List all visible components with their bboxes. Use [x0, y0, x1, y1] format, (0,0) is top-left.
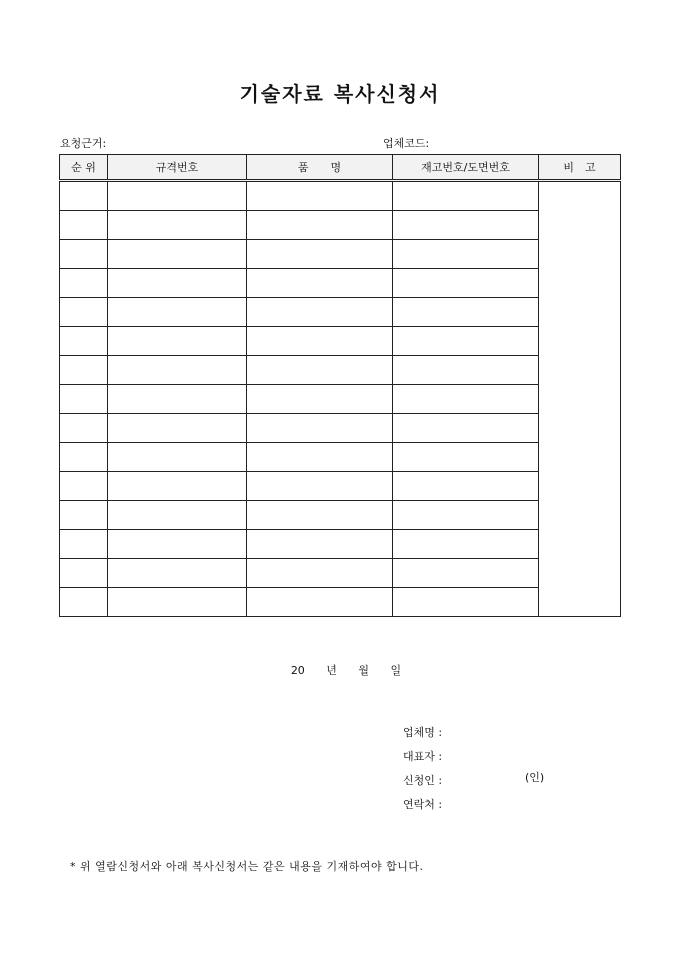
rank-cell[interactable]: [60, 385, 108, 414]
item-name-cell[interactable]: [247, 559, 393, 588]
rank-cell[interactable]: [60, 501, 108, 530]
stock-drawing-number-cell[interactable]: [393, 588, 539, 617]
rank-cell[interactable]: [60, 298, 108, 327]
rank-cell[interactable]: [60, 530, 108, 559]
rank-cell[interactable]: [60, 356, 108, 385]
stock-drawing-number-cell[interactable]: [393, 530, 539, 559]
date-line: 20 년 월 일: [290, 664, 402, 677]
request-basis-label: 요청근거:: [60, 137, 107, 150]
signature-contact: 연락처 :: [403, 798, 443, 811]
rank-cell[interactable]: [60, 414, 108, 443]
table-row: [60, 181, 621, 211]
item-name-cell[interactable]: [247, 414, 393, 443]
spec-number-cell[interactable]: [108, 298, 247, 327]
table-row: [60, 269, 621, 298]
table-row: [60, 327, 621, 356]
table-row: [60, 501, 621, 530]
stock-drawing-number-cell[interactable]: [393, 356, 539, 385]
rank-cell[interactable]: [60, 240, 108, 269]
item-name-cell[interactable]: [247, 269, 393, 298]
rank-cell[interactable]: [60, 443, 108, 472]
stock-drawing-number-cell[interactable]: [393, 327, 539, 356]
spec-number-cell[interactable]: [108, 327, 247, 356]
table-row: [60, 298, 621, 327]
stock-drawing-number-cell[interactable]: [393, 443, 539, 472]
header-rank: 순 위: [60, 155, 108, 181]
spec-number-cell[interactable]: [108, 472, 247, 501]
spec-number-cell[interactable]: [108, 501, 247, 530]
signature-applicant: 신청인 :: [403, 774, 443, 787]
stock-drawing-number-cell[interactable]: [393, 240, 539, 269]
spec-number-cell[interactable]: [108, 588, 247, 617]
spec-number-cell[interactable]: [108, 181, 247, 211]
table-row: [60, 559, 621, 588]
table-row: [60, 588, 621, 617]
stock-drawing-number-cell[interactable]: [393, 385, 539, 414]
stock-drawing-number-cell[interactable]: [393, 501, 539, 530]
rank-cell[interactable]: [60, 588, 108, 617]
item-name-cell[interactable]: [247, 472, 393, 501]
spec-number-cell[interactable]: [108, 414, 247, 443]
item-name-cell[interactable]: [247, 356, 393, 385]
spec-number-cell[interactable]: [108, 559, 247, 588]
spec-number-cell[interactable]: [108, 211, 247, 240]
table-row: [60, 472, 621, 501]
footnote: * 위 열람신청서와 아래 복사신청서는 같은 내용을 기재하여야 합니다.: [70, 860, 424, 873]
table-row: [60, 385, 621, 414]
rank-cell[interactable]: [60, 472, 108, 501]
spec-number-cell[interactable]: [108, 385, 247, 414]
spec-number-cell[interactable]: [108, 356, 247, 385]
table-header-row: [60, 155, 621, 181]
item-name-cell[interactable]: [247, 501, 393, 530]
rank-cell[interactable]: [60, 269, 108, 298]
header-remarks: 비 고: [539, 155, 621, 181]
rank-cell[interactable]: [60, 211, 108, 240]
spec-number-cell[interactable]: [108, 530, 247, 559]
table-row: [60, 443, 621, 472]
request-table: [59, 154, 621, 617]
table-row: [60, 530, 621, 559]
stock-drawing-number-cell[interactable]: [393, 414, 539, 443]
rank-cell[interactable]: [60, 181, 108, 211]
item-name-cell[interactable]: [247, 240, 393, 269]
header-spec-number: 규격번호: [108, 155, 247, 181]
stock-drawing-number-cell[interactable]: [393, 298, 539, 327]
signature-representative: 대표자 :: [403, 750, 443, 763]
header-stock-drawing-number: 재고번호/도면번호: [393, 155, 539, 181]
table-row: [60, 356, 621, 385]
item-name-cell[interactable]: [247, 211, 393, 240]
item-name-cell[interactable]: [247, 530, 393, 559]
item-name-cell[interactable]: [247, 385, 393, 414]
document-title: 기술자료 복사신청서: [239, 82, 441, 106]
table-row: [60, 211, 621, 240]
rank-cell[interactable]: [60, 559, 108, 588]
item-name-cell[interactable]: [247, 327, 393, 356]
table-row: [60, 240, 621, 269]
item-name-cell[interactable]: [247, 443, 393, 472]
stock-drawing-number-cell[interactable]: [393, 269, 539, 298]
stock-drawing-number-cell[interactable]: [393, 559, 539, 588]
spec-number-cell[interactable]: [108, 240, 247, 269]
rank-cell[interactable]: [60, 327, 108, 356]
item-name-cell[interactable]: [247, 298, 393, 327]
spec-number-cell[interactable]: [108, 443, 247, 472]
spec-number-cell[interactable]: [108, 269, 247, 298]
item-name-cell[interactable]: [247, 181, 393, 211]
seal-mark: (인): [525, 771, 545, 784]
company-code-label: 업체코드:: [383, 137, 430, 150]
stock-drawing-number-cell[interactable]: [393, 181, 539, 211]
header-item-name: 품 명: [247, 155, 393, 181]
item-name-cell[interactable]: [247, 588, 393, 617]
signature-company-name: 업체명 :: [403, 726, 443, 739]
table-row: [60, 414, 621, 443]
stock-drawing-number-cell[interactable]: [393, 211, 539, 240]
stock-drawing-number-cell[interactable]: [393, 472, 539, 501]
remarks-cell[interactable]: [539, 181, 621, 617]
table-body: [60, 181, 621, 617]
